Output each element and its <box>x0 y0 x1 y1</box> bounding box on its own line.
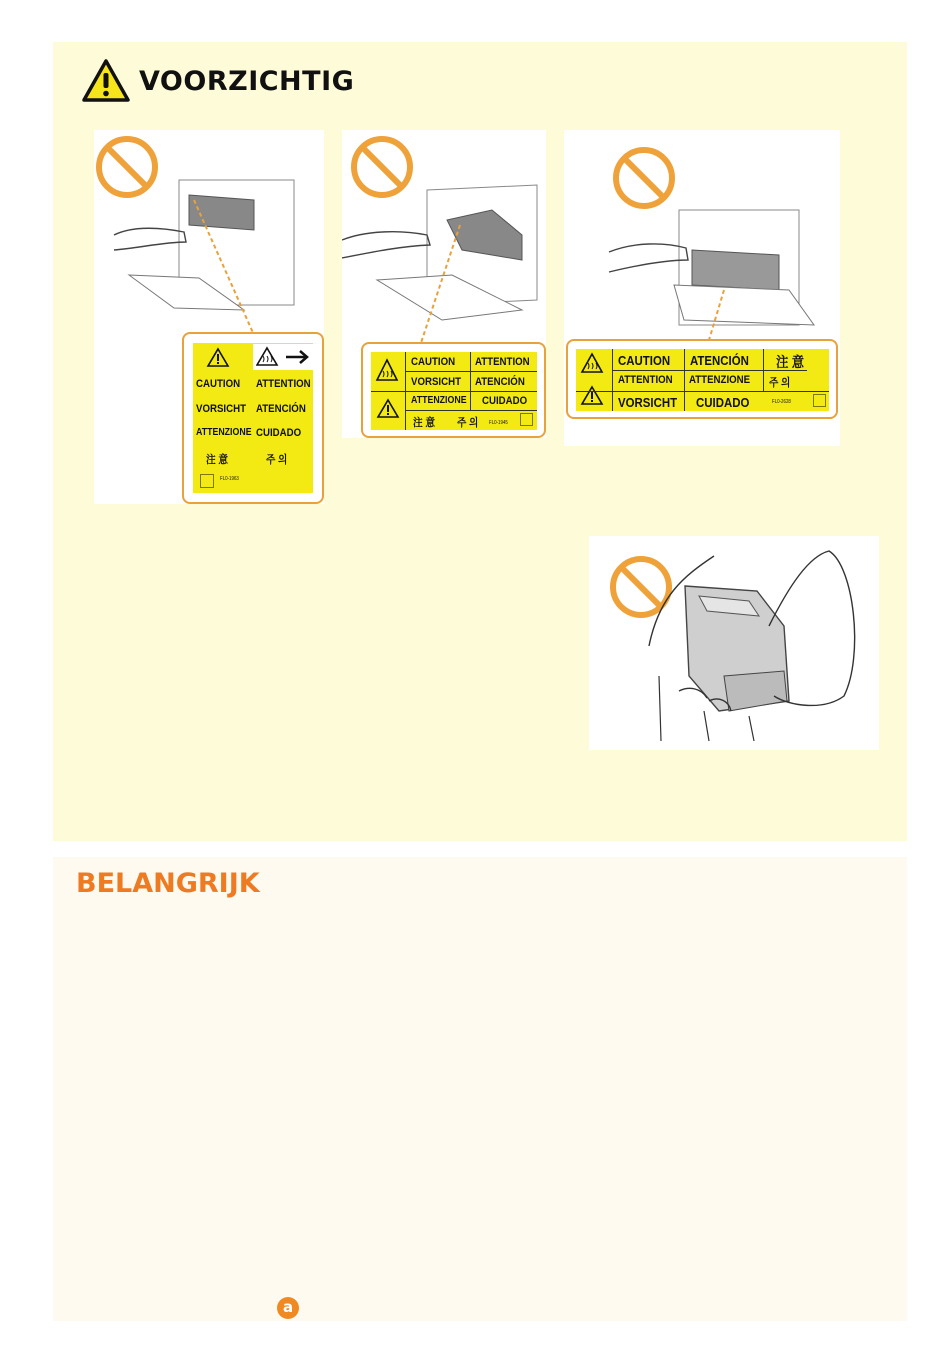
caution-heading <box>81 56 354 106</box>
label-cell: 주 의 <box>457 417 479 429</box>
warning-label-2 <box>361 342 546 438</box>
label-cell: ATENCIÓN <box>256 403 306 415</box>
label-cell: ATENCIÓN <box>475 376 525 388</box>
checkbox-square <box>520 413 533 426</box>
annotation-marker: a <box>277 1297 299 1319</box>
figure-lifting-printer <box>589 536 879 750</box>
label-cell: ATENCIÓN <box>690 353 749 368</box>
caution-title: VOORZICHTIG <box>139 65 355 97</box>
label-cell: CAUTION <box>196 378 241 390</box>
label-cell: ATTENZIONE <box>411 395 467 406</box>
label-code: FL0-2628 <box>772 399 791 405</box>
checkbox-square <box>200 474 214 488</box>
important-title: BELANGRIJK <box>76 868 260 899</box>
hot-surface-icon <box>580 352 604 376</box>
label-code: FL0-1945 <box>489 420 508 426</box>
label-cell: CAUTION <box>618 353 671 368</box>
label-code: FL0-1963 <box>220 476 239 482</box>
label-cell: VORSICHT <box>411 376 462 388</box>
hot-surface-icon <box>375 358 399 386</box>
warning-label-3 <box>566 339 838 419</box>
label-cell: VORSICHT <box>196 403 247 415</box>
label-cell: ATTENZIONE <box>196 427 252 438</box>
checkbox-square <box>813 394 826 407</box>
label-cell: ATTENTION <box>618 374 673 386</box>
label-cell: VORSICHT <box>618 395 678 410</box>
label-cell: 주 의 <box>769 377 791 389</box>
hot-surface-arrow-icon <box>256 346 312 368</box>
warning-triangle-icon <box>81 58 131 104</box>
label-cell: ATTENZIONE <box>689 374 751 386</box>
label-cell: ATTENTION <box>256 378 311 390</box>
label-cell: 注 意 <box>206 454 229 466</box>
warning-triangle-icon <box>580 385 604 407</box>
warning-label-1 <box>182 332 324 504</box>
label-cell: CUIDADO <box>482 395 528 407</box>
label-cell: CUIDADO <box>696 395 750 410</box>
label-cell: ATTENTION <box>475 356 530 368</box>
label-cell: 注 意 <box>776 354 805 370</box>
label-cell: CUIDADO <box>256 427 302 439</box>
warning-triangle-icon <box>206 347 230 368</box>
warning-triangle-icon <box>376 398 400 420</box>
important-section <box>53 857 907 1321</box>
lifting-illustration <box>589 536 879 750</box>
label-cell: 주 의 <box>266 454 288 466</box>
label-cell: CAUTION <box>411 356 456 368</box>
label-cell: 注 意 <box>413 417 436 429</box>
